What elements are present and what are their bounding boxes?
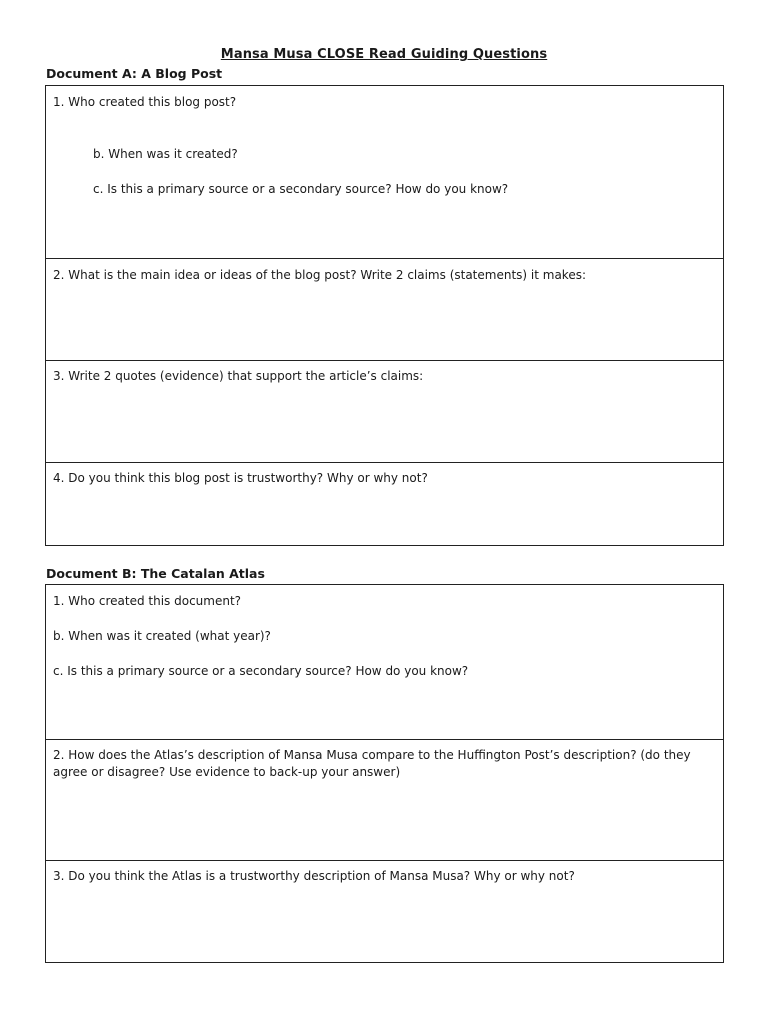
worksheet-title: Mansa Musa CLOSE Read Guiding Questions [220,47,548,62]
document-a-question-1: 1. Who created this blog post? [53,95,237,109]
document-b-question-1b: b. When was it created (what year)? [53,629,271,643]
document-a-question-1c: c. Is this a primary source or a secondary source? How do you know? [93,182,509,196]
document-a-heading: Document A: A Blog Post [46,66,223,81]
document-a-question-1-box [46,86,723,258]
document-b-question-3: 3. Do you think the Atlas is a trustworthy description of Mansa Musa? Why or why not? [53,869,575,883]
document-a-question-4-box [46,462,723,545]
document-b-question-1-box [46,585,723,739]
document-a-question-3: 3. Write 2 quotes (evidence) that support the article’s claims: [53,369,424,383]
document-a-question-2-box [46,258,723,360]
document-a-question-table [45,85,724,546]
document-b-question-3-box [46,860,723,962]
document-b-question-1c: c. Is this a primary source or a secondary source? How do you know? [53,664,469,678]
document-b-question-1: 1. Who created this document? [53,594,242,608]
document-a-question-4: 4. Do you think this blog post is trustworthy? Why or why not? [53,471,428,485]
document-a-question-1b: b. When was it created? [93,147,238,161]
document-b-question-2: 2. How does the Atlas’s description of Mansa Musa compare to the Huffington Post’s description? (do they agree or disagree? Use evidence to back-up your answer) [53,748,691,779]
document-b-heading: Document B: The Catalan Atlas [46,566,265,581]
document-a-question-3-box [46,360,723,462]
document-a-question-2: 2. What is the main idea or ideas of the blog post? Write 2 claims (statements) it makes: [53,268,586,282]
document-b-question-2-box [46,739,723,860]
document-b-question-table [45,584,724,963]
